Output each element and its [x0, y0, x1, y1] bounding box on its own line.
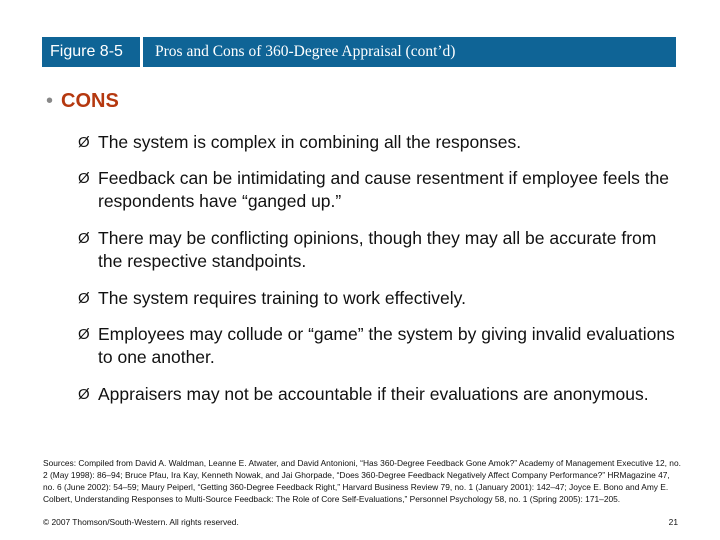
item-text: The system requires training to work effectively.: [98, 288, 466, 308]
list-item: [78, 323, 678, 369]
arrow-bullet-icon: Ø: [78, 326, 90, 343]
copyright: © 2007 Thomson/South-Western. All rights reserved.: [43, 517, 239, 527]
arrow-bullet-icon: Ø: [78, 170, 90, 187]
bullet-icon: •: [46, 90, 54, 112]
arrow-bullet-icon: Ø: [78, 230, 90, 247]
item-text: Appraisers may not be accountable if their evaluations are anonymous.: [98, 384, 649, 404]
cons-label: CONS: [61, 90, 119, 112]
figure-number: Figure 8-5: [42, 37, 140, 67]
arrow-bullet-icon: Ø: [78, 290, 90, 307]
section-heading: [46, 90, 119, 113]
list-item: [78, 227, 678, 273]
figure-header: [42, 37, 676, 67]
list-item: [78, 131, 678, 154]
arrow-bullet-icon: Ø: [78, 134, 90, 151]
item-text: The system is complex in combining all the responses.: [98, 132, 522, 152]
item-text: Employees may collude or “game” the system by giving invalid evaluations to one another.: [98, 324, 675, 367]
sources-note: Sources: Compiled from David A. Waldman, Leanne E. Atwater, and David Antonioni, “Has 360-Degree Feedback Gone Amok?” Academy of Management Executive 12, no. 2 (May 1998): 86–94; Bruce Pfau, Ira Kay, Kenneth Nowak, and Jai Ghorpade, “Does 360-Degree Feedback Negatively Affect Company Performance?” HRMagazine 47, no. 6 (June 2002): 54–59; Maury Peiperl, “Getting 360-Degree Feedback Right,” Harvard Business Review 79, no. 1 (January 2001): 142–47; Joyce E. Bono and Amy E. Colbert, Understanding Responses to Multi-Source Feedback: The Role of Core Self-Evaluations,” Personnel Psychology 58, no. 1 (Spring 2005): 171–205.: [43, 458, 681, 504]
arrow-bullet-icon: Ø: [78, 386, 90, 403]
figure-title: Pros and Cons of 360-Degree Appraisal (cont’d): [143, 37, 676, 67]
item-text: Feedback can be intimidating and cause resentment if employee feels the respondents have “ganged up.”: [98, 168, 670, 211]
item-text: There may be conflicting opinions, though they may all be accurate from the respective standpoints.: [98, 228, 657, 271]
list-item: [78, 167, 678, 213]
page-number: 21: [668, 517, 678, 527]
list-item: [78, 287, 678, 310]
list-item: [78, 383, 678, 406]
